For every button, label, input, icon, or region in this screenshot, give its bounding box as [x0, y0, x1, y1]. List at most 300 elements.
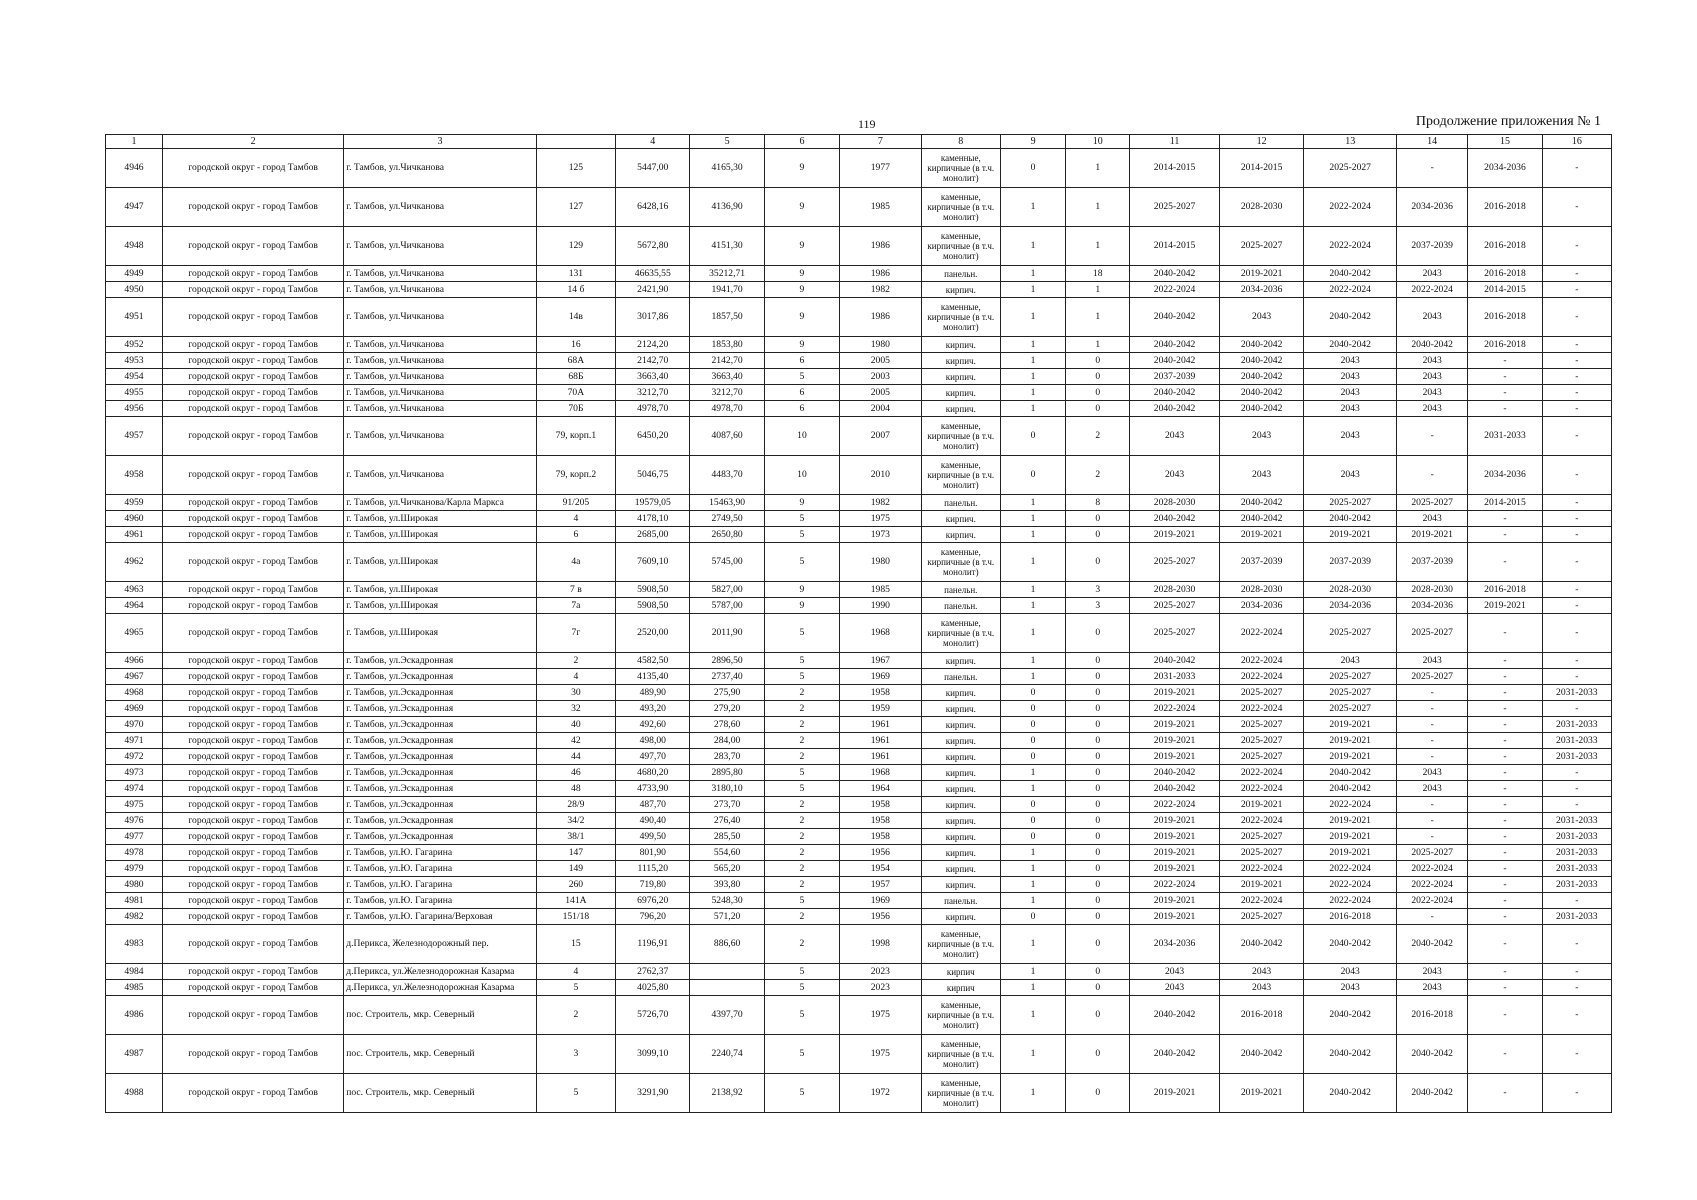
cell-living-area: 4483,70: [690, 456, 764, 495]
cell-flag-a: 1: [1000, 282, 1065, 298]
table-row: [106, 893, 1612, 909]
cell-floors: 9: [764, 598, 839, 614]
cell-period-1: 2019-2021: [1130, 717, 1220, 733]
cell-period-3: 2022-2024: [1304, 893, 1397, 909]
cell-flag-a: 1: [1000, 188, 1065, 227]
cell-address: г. Тамбов, ул.Чичканова: [344, 369, 536, 385]
cell-address: г. Тамбов, ул.Чичканова: [344, 298, 536, 337]
cell-total-area: 498,00: [616, 733, 690, 749]
cell-address: г. Тамбов, ул.Ю. Гагарина: [344, 845, 536, 861]
cell-period-1: 2043: [1130, 980, 1220, 996]
cell-total-area: 46635,55: [616, 266, 690, 282]
cell-address: г. Тамбов, ул.Ю. Гагарина: [344, 893, 536, 909]
cell-wall-material: кирпич.: [921, 861, 1000, 877]
cell-house-number: 70А: [536, 385, 615, 401]
cell-row-number: 4958: [106, 456, 163, 495]
cell-flag-a: 1: [1000, 266, 1065, 282]
cell-house-number: 7г: [536, 614, 615, 653]
cell-period-6: -: [1542, 582, 1611, 598]
cell-row-number: 4970: [106, 717, 163, 733]
cell-period-6: -: [1542, 188, 1611, 227]
cell-period-3: 2040-2042: [1304, 1074, 1397, 1113]
cell-house-number: 7а: [536, 598, 615, 614]
cell-year-built: 2005: [840, 353, 921, 369]
cell-row-number: 4953: [106, 353, 163, 369]
cell-row-number: 4947: [106, 188, 163, 227]
cell-period-6: -: [1542, 298, 1611, 337]
cell-floors: 2: [764, 813, 839, 829]
cell-period-2: 2043: [1219, 456, 1304, 495]
cell-period-5: -: [1468, 925, 1542, 964]
cell-period-4: 2034-2036: [1397, 188, 1468, 227]
cell-house-number: 2: [536, 996, 615, 1035]
cell-period-6: -: [1542, 417, 1611, 456]
cell-elevators: 2: [1066, 417, 1130, 456]
cell-period-2: 2025-2027: [1219, 829, 1304, 845]
cell-period-4: 2025-2027: [1397, 669, 1468, 685]
cell-year-built: 1956: [840, 845, 921, 861]
cell-wall-material: каменные, кирпичные (в т.ч. монолит): [921, 227, 1000, 266]
cell-year-built: 1959: [840, 701, 921, 717]
cell-wall-material: каменные, кирпичные (в т.ч. монолит): [921, 614, 1000, 653]
cell-flag-a: 1: [1000, 861, 1065, 877]
cell-floors: 5: [764, 511, 839, 527]
table-row: [106, 282, 1612, 298]
cell-period-2: 2022-2024: [1219, 893, 1304, 909]
cell-elevators: 1: [1066, 298, 1130, 337]
table-row: [106, 582, 1612, 598]
cell-floors: 2: [764, 845, 839, 861]
cell-period-3: 2034-2036: [1304, 598, 1397, 614]
cell-period-4: 2043: [1397, 964, 1468, 980]
cell-living-area: 2896,50: [690, 653, 764, 669]
cell-elevators: 0: [1066, 861, 1130, 877]
cell-row-number: 4960: [106, 511, 163, 527]
table-row: [106, 298, 1612, 337]
cell-elevators: 0: [1066, 527, 1130, 543]
cell-year-built: 1986: [840, 266, 921, 282]
cell-period-1: 2040-2042: [1130, 765, 1220, 781]
cell-period-2: 2028-2030: [1219, 582, 1304, 598]
cell-period-3: 2028-2030: [1304, 582, 1397, 598]
cell-municipality: городской округ - город Тамбов: [163, 598, 344, 614]
cell-flag-a: 1: [1000, 893, 1065, 909]
cell-floors: 5: [764, 369, 839, 385]
cell-period-3: 2025-2027: [1304, 149, 1397, 188]
cell-total-area: 493,20: [616, 701, 690, 717]
cell-period-3: 2022-2024: [1304, 797, 1397, 813]
page-number: 119: [858, 117, 876, 131]
cell-period-6: -: [1542, 653, 1611, 669]
cell-total-area: 497,70: [616, 749, 690, 765]
cell-flag-a: 0: [1000, 813, 1065, 829]
cell-period-6: 2031-2033: [1542, 845, 1611, 861]
cell-wall-material: кирпич.: [921, 749, 1000, 765]
cell-flag-a: 1: [1000, 669, 1065, 685]
cell-period-3: 2043: [1304, 369, 1397, 385]
cell-wall-material: каменные, кирпичные (в т.ч. монолит): [921, 543, 1000, 582]
cell-flag-a: 0: [1000, 797, 1065, 813]
cell-address: г. Тамбов, ул.Чичканова: [344, 282, 536, 298]
cell-municipality: городской округ - город Тамбов: [163, 369, 344, 385]
cell-living-area: 393,80: [690, 877, 764, 893]
cell-period-3: 2019-2021: [1304, 813, 1397, 829]
cell-flag-a: 0: [1000, 733, 1065, 749]
cell-address: г. Тамбов, ул.Чичканова: [344, 227, 536, 266]
cell-period-4: 2043: [1397, 781, 1468, 797]
cell-municipality: городской округ - город Тамбов: [163, 298, 344, 337]
table-row: [106, 1074, 1612, 1113]
cell-period-2: 2043: [1219, 964, 1304, 980]
cell-period-2: 2022-2024: [1219, 614, 1304, 653]
cell-municipality: городской округ - город Тамбов: [163, 614, 344, 653]
cell-period-4: 2040-2042: [1397, 1074, 1468, 1113]
cell-floors: 9: [764, 582, 839, 598]
cell-elevators: 0: [1066, 996, 1130, 1035]
cell-year-built: 1958: [840, 829, 921, 845]
cell-total-area: 4582,50: [616, 653, 690, 669]
housing-register-table: [105, 134, 1612, 1113]
cell-house-number: 40: [536, 717, 615, 733]
cell-period-4: 2037-2039: [1397, 227, 1468, 266]
cell-address: д.Перикса, ул.Железнодорожная Казарма: [344, 980, 536, 996]
cell-house-number: 79, корп.2: [536, 456, 615, 495]
cell-municipality: городской округ - город Тамбов: [163, 227, 344, 266]
cell-living-area: 276,40: [690, 813, 764, 829]
table-row: [106, 925, 1612, 964]
cell-period-1: 2040-2042: [1130, 511, 1220, 527]
cell-municipality: городской округ - город Тамбов: [163, 980, 344, 996]
cell-total-area: 5672,80: [616, 227, 690, 266]
cell-row-number: 4979: [106, 861, 163, 877]
table-row: [106, 701, 1612, 717]
cell-period-6: -: [1542, 980, 1611, 996]
cell-row-number: 4965: [106, 614, 163, 653]
cell-period-5: -: [1468, 717, 1542, 733]
cell-period-5: -: [1468, 964, 1542, 980]
cell-living-area: 279,20: [690, 701, 764, 717]
cell-living-area: 2142,70: [690, 353, 764, 369]
cell-living-area: 273,70: [690, 797, 764, 813]
cell-total-area: 490,40: [616, 813, 690, 829]
cell-period-2: 2043: [1219, 980, 1304, 996]
cell-row-number: 4954: [106, 369, 163, 385]
cell-period-6: -: [1542, 701, 1611, 717]
cell-row-number: 4974: [106, 781, 163, 797]
cell-elevators: 0: [1066, 685, 1130, 701]
cell-period-5: -: [1468, 353, 1542, 369]
cell-address: г. Тамбов, ул.Чичканова: [344, 337, 536, 353]
cell-year-built: 2007: [840, 417, 921, 456]
cell-year-built: 1954: [840, 861, 921, 877]
cell-floors: 5: [764, 893, 839, 909]
cell-period-1: 2019-2021: [1130, 909, 1220, 925]
cell-period-2: 2019-2021: [1219, 797, 1304, 813]
cell-floors: 5: [764, 527, 839, 543]
cell-period-3: 2040-2042: [1304, 765, 1397, 781]
cell-flag-a: 1: [1000, 353, 1065, 369]
cell-period-6: -: [1542, 385, 1611, 401]
table-row: [106, 1035, 1612, 1074]
cell-total-area: 5726,70: [616, 996, 690, 1035]
cell-elevators: 3: [1066, 598, 1130, 614]
cell-address: г. Тамбов, ул.Чичканова: [344, 456, 536, 495]
cell-period-3: 2019-2021: [1304, 717, 1397, 733]
cell-period-1: 2022-2024: [1130, 797, 1220, 813]
cell-row-number: 4976: [106, 813, 163, 829]
cell-row-number: 4971: [106, 733, 163, 749]
cell-period-2: 2025-2027: [1219, 717, 1304, 733]
cell-period-2: 2040-2042: [1219, 495, 1304, 511]
cell-total-area: 719,80: [616, 877, 690, 893]
cell-period-1: 2022-2024: [1130, 282, 1220, 298]
cell-municipality: городской округ - город Тамбов: [163, 717, 344, 733]
cell-wall-material: каменные, кирпичные (в т.ч. монолит): [921, 996, 1000, 1035]
cell-municipality: городской округ - город Тамбов: [163, 964, 344, 980]
cell-row-number: 4985: [106, 980, 163, 996]
cell-period-3: 2019-2021: [1304, 829, 1397, 845]
column-header-period-3: 13: [1304, 135, 1397, 149]
cell-period-1: 2028-2030: [1130, 495, 1220, 511]
cell-floors: 2: [764, 909, 839, 925]
cell-municipality: городской округ - город Тамбов: [163, 511, 344, 527]
cell-floors: 2: [764, 829, 839, 845]
cell-living-area: 4136,90: [690, 188, 764, 227]
cell-elevators: 0: [1066, 511, 1130, 527]
cell-period-4: 2037-2039: [1397, 543, 1468, 582]
cell-address: д.Перикса, Железнодорожный пер.: [344, 925, 536, 964]
cell-row-number: 4982: [106, 909, 163, 925]
cell-flag-a: 0: [1000, 685, 1065, 701]
cell-elevators: 0: [1066, 543, 1130, 582]
cell-wall-material: кирпич.: [921, 877, 1000, 893]
cell-elevators: 0: [1066, 1074, 1130, 1113]
cell-row-number: 4969: [106, 701, 163, 717]
cell-floors: 2: [764, 749, 839, 765]
cell-living-area: 4397,70: [690, 996, 764, 1035]
cell-living-area: 283,70: [690, 749, 764, 765]
cell-municipality: городской округ - город Тамбов: [163, 925, 344, 964]
cell-wall-material: кирпич.: [921, 337, 1000, 353]
cell-period-6: 2031-2033: [1542, 733, 1611, 749]
cell-living-area: 4087,60: [690, 417, 764, 456]
cell-period-3: 2040-2042: [1304, 1035, 1397, 1074]
cell-row-number: 4956: [106, 401, 163, 417]
cell-year-built: 1969: [840, 669, 921, 685]
cell-floors: 2: [764, 701, 839, 717]
cell-period-5: 2016-2018: [1468, 266, 1542, 282]
cell-house-number: 7 в: [536, 582, 615, 598]
cell-address: г. Тамбов, ул.Чичканова: [344, 385, 536, 401]
cell-period-3: 2022-2024: [1304, 282, 1397, 298]
cell-period-1: 2019-2021: [1130, 813, 1220, 829]
table-row: [106, 188, 1612, 227]
cell-floors: 5: [764, 1074, 839, 1113]
cell-year-built: 1973: [840, 527, 921, 543]
cell-period-6: 2031-2033: [1542, 829, 1611, 845]
cell-row-number: 4986: [106, 996, 163, 1035]
cell-address: г. Тамбов, ул.Эскадронная: [344, 829, 536, 845]
cell-municipality: городской округ - город Тамбов: [163, 829, 344, 845]
cell-period-2: 2025-2027: [1219, 749, 1304, 765]
cell-total-area: 2124,20: [616, 337, 690, 353]
cell-address: г. Тамбов, ул.Широкая: [344, 582, 536, 598]
cell-floors: 6: [764, 353, 839, 369]
cell-period-5: -: [1468, 614, 1542, 653]
cell-period-5: -: [1468, 813, 1542, 829]
cell-row-number: 4948: [106, 227, 163, 266]
cell-year-built: 1982: [840, 495, 921, 511]
cell-floors: 9: [764, 337, 839, 353]
cell-floors: 9: [764, 227, 839, 266]
cell-wall-material: кирпич.: [921, 845, 1000, 861]
cell-period-4: -: [1397, 701, 1468, 717]
cell-house-number: 70Б: [536, 401, 615, 417]
column-header-elevators: 10: [1066, 135, 1130, 149]
cell-total-area: 6976,20: [616, 893, 690, 909]
cell-flag-a: 0: [1000, 701, 1065, 717]
column-header-municipality: 2: [163, 135, 344, 149]
cell-period-5: 2034-2036: [1468, 149, 1542, 188]
cell-period-2: 2025-2027: [1219, 685, 1304, 701]
cell-elevators: 0: [1066, 717, 1130, 733]
cell-period-1: 2014-2015: [1130, 149, 1220, 188]
cell-house-number: 30: [536, 685, 615, 701]
cell-wall-material: кирпич.: [921, 653, 1000, 669]
cell-year-built: 1980: [840, 337, 921, 353]
cell-house-number: 79, корп.1: [536, 417, 615, 456]
cell-year-built: 1972: [840, 1074, 921, 1113]
cell-flag-a: 0: [1000, 749, 1065, 765]
table-row: [106, 861, 1612, 877]
cell-wall-material: кирпич.: [921, 781, 1000, 797]
cell-period-1: 2037-2039: [1130, 369, 1220, 385]
cell-house-number: 44: [536, 749, 615, 765]
cell-living-area: 571,20: [690, 909, 764, 925]
cell-period-6: -: [1542, 527, 1611, 543]
cell-period-6: -: [1542, 996, 1611, 1035]
cell-living-area: 285,50: [690, 829, 764, 845]
cell-period-1: 2040-2042: [1130, 266, 1220, 282]
cell-period-3: 2025-2027: [1304, 495, 1397, 511]
cell-period-2: 2034-2036: [1219, 282, 1304, 298]
cell-flag-a: 1: [1000, 582, 1065, 598]
cell-period-2: 2022-2024: [1219, 861, 1304, 877]
cell-period-4: -: [1397, 749, 1468, 765]
cell-period-3: 2022-2024: [1304, 227, 1397, 266]
cell-total-area: 3212,70: [616, 385, 690, 401]
cell-year-built: 1967: [840, 653, 921, 669]
cell-row-number: 4952: [106, 337, 163, 353]
cell-period-6: -: [1542, 797, 1611, 813]
cell-period-3: 2040-2042: [1304, 781, 1397, 797]
cell-period-6: -: [1542, 456, 1611, 495]
cell-total-area: 4978,70: [616, 401, 690, 417]
cell-row-number: 4967: [106, 669, 163, 685]
cell-total-area: 3663,40: [616, 369, 690, 385]
cell-wall-material: кирпич.: [921, 797, 1000, 813]
cell-address: г. Тамбов, ул.Чичканова: [344, 353, 536, 369]
cell-floors: 2: [764, 733, 839, 749]
cell-period-1: 2022-2024: [1130, 877, 1220, 893]
cell-period-6: -: [1542, 543, 1611, 582]
table-row: [106, 353, 1612, 369]
cell-year-built: 1980: [840, 543, 921, 582]
cell-municipality: городской округ - город Тамбов: [163, 861, 344, 877]
table-row: [106, 669, 1612, 685]
cell-row-number: 4949: [106, 266, 163, 282]
table-row: [106, 980, 1612, 996]
cell-municipality: городской округ - город Тамбов: [163, 337, 344, 353]
cell-elevators: 1: [1066, 227, 1130, 266]
table-row: [106, 337, 1612, 353]
cell-period-1: 2019-2021: [1130, 829, 1220, 845]
cell-period-5: 2016-2018: [1468, 227, 1542, 266]
cell-period-6: -: [1542, 598, 1611, 614]
cell-period-2: 2028-2030: [1219, 188, 1304, 227]
cell-period-1: 2043: [1130, 964, 1220, 980]
cell-period-1: 2040-2042: [1130, 1035, 1220, 1074]
column-header-period-2: 12: [1219, 135, 1304, 149]
table-row: [106, 964, 1612, 980]
cell-total-area: 7609,10: [616, 543, 690, 582]
cell-period-2: 2022-2024: [1219, 781, 1304, 797]
cell-total-area: 489,90: [616, 685, 690, 701]
cell-year-built: 1958: [840, 685, 921, 701]
cell-period-6: -: [1542, 925, 1611, 964]
cell-wall-material: панельн.: [921, 582, 1000, 598]
cell-period-3: 2037-2039: [1304, 543, 1397, 582]
cell-year-built: 2010: [840, 456, 921, 495]
cell-elevators: 0: [1066, 980, 1130, 996]
cell-house-number: 149: [536, 861, 615, 877]
cell-address: г. Тамбов, ул.Широкая: [344, 527, 536, 543]
cell-period-6: 2031-2033: [1542, 685, 1611, 701]
cell-period-2: 2022-2024: [1219, 765, 1304, 781]
cell-municipality: городской округ - город Тамбов: [163, 527, 344, 543]
cell-house-number: 129: [536, 227, 615, 266]
cell-flag-a: 1: [1000, 765, 1065, 781]
cell-floors: 2: [764, 797, 839, 813]
cell-period-4: 2043: [1397, 353, 1468, 369]
cell-period-5: 2014-2015: [1468, 282, 1542, 298]
cell-row-number: 4961: [106, 527, 163, 543]
cell-total-area: 2520,00: [616, 614, 690, 653]
cell-flag-a: 1: [1000, 369, 1065, 385]
cell-period-5: -: [1468, 1035, 1542, 1074]
cell-address: г. Тамбов, ул.Чичканова: [344, 266, 536, 282]
cell-row-number: 4966: [106, 653, 163, 669]
cell-wall-material: кирпич.: [921, 909, 1000, 925]
cell-period-5: -: [1468, 685, 1542, 701]
cell-period-2: 2040-2042: [1219, 369, 1304, 385]
cell-wall-material: кирпич.: [921, 685, 1000, 701]
cell-house-number: 4а: [536, 543, 615, 582]
cell-period-5: -: [1468, 797, 1542, 813]
cell-house-number: 131: [536, 266, 615, 282]
column-header-address: 3: [344, 135, 536, 149]
cell-period-1: 2019-2021: [1130, 861, 1220, 877]
cell-row-number: 4980: [106, 877, 163, 893]
cell-period-2: 2025-2027: [1219, 227, 1304, 266]
cell-row-number: 4973: [106, 765, 163, 781]
cell-period-5: -: [1468, 861, 1542, 877]
cell-total-area: 4025,80: [616, 980, 690, 996]
cell-living-area: 1941,70: [690, 282, 764, 298]
column-header-wall-material: 8: [921, 135, 1000, 149]
cell-period-4: 2043: [1397, 401, 1468, 417]
cell-address: г. Тамбов, ул.Эскадронная: [344, 685, 536, 701]
